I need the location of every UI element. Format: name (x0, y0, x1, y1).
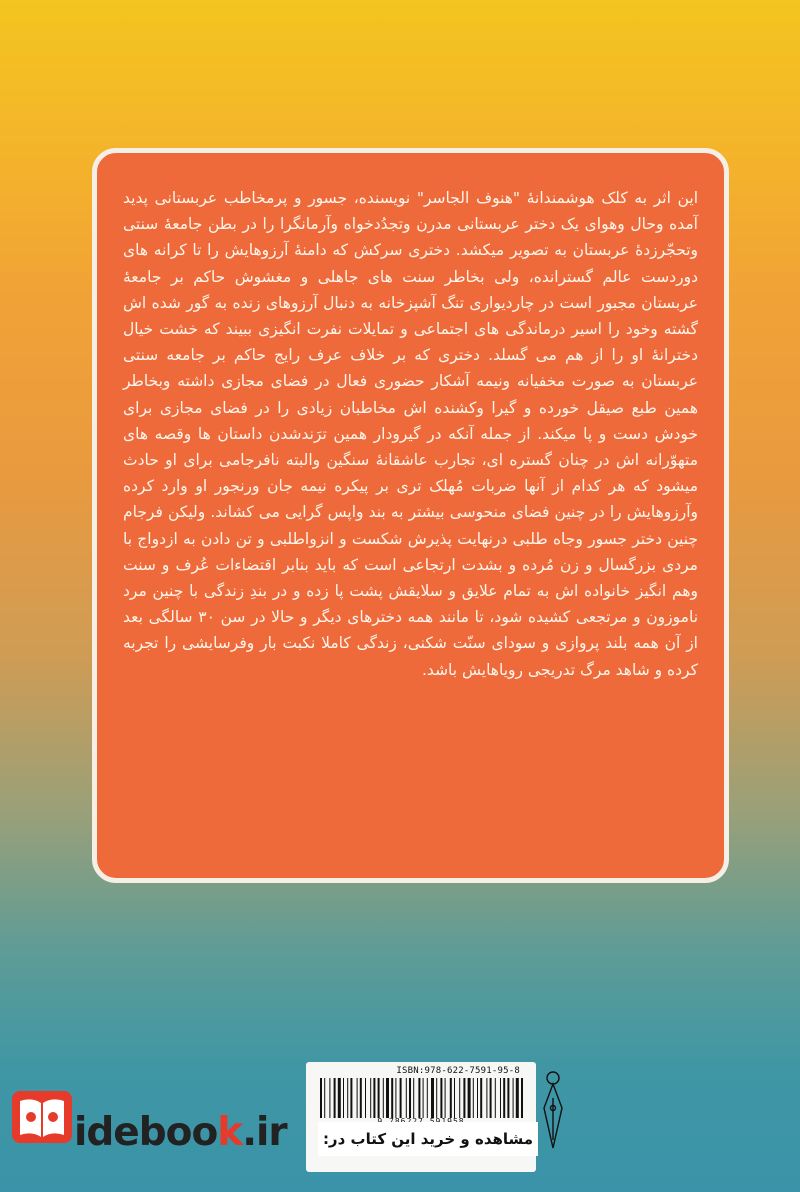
barcode-bar (495, 1078, 496, 1118)
barcode-bar (516, 1078, 519, 1118)
ideboook-logo-text (74, 1110, 287, 1155)
barcode-bar (334, 1078, 336, 1118)
barcode-bar (413, 1078, 414, 1118)
barcode-bar (418, 1078, 420, 1118)
barcode-bar (365, 1078, 366, 1118)
barcode-bar (383, 1078, 384, 1118)
barcode-bar (500, 1078, 501, 1118)
barcode-bar (338, 1078, 341, 1118)
barcode-bar (357, 1078, 358, 1118)
barcode-bar (480, 1078, 482, 1118)
barcode-bar (454, 1078, 455, 1118)
barcode-bar (440, 1078, 442, 1118)
barcode-bar (406, 1078, 407, 1118)
barcode-bar (436, 1078, 437, 1118)
book-blurb: این اثر به کلک هوشمندانهٔ "هنوف الجاسر" نویسنده، جسور و پرمخاطب عربستانی پدید آمده وحال وهوای یک دختر عربستانی مدرن وتجدُدخواه وآرمانگرا را در بطن جامعهٔ سنتی وتحجّرزدهٔ عربستان به تصویر میکشد. دختری سرکش که دامنهٔ آرزوهایش را تا کرانه های دوردست عالم گسترانده، ولی بخاطر سنت های جاهلی و مغشوش حاکم بر جامعهٔ عربستان مجبور است در چاردیواری تنگ آشپزخانه به دنبال آرزوهای زنده به گور شده اش گشته وخود را اسیر درماندگی های اجتماعی و تمایلات نفرت انگیزی ببیند که خشت خیال دخترانهٔ او را از هم می گسلد. دختری که بر خلاف عرف رایج حاکم بر جامعه سنتی عربستان به صورت مخفیانه ونیمه آشکار حضوری فعال در فضای مجازی داشته وبخاطر همین طبع صیقل خورده و گیرا وکشنده اش مخاطبان زیادی را در فضای مجازی برای خودش دست و پا میکند. از جمله آنکه در گیرودار همین ترَندشدن داستان ها وقصه های متهوّرانه اش در چنان گستره ای، تجارب عاشقانهٔ سنگین والبته نافرجامی برای او حادث میشود که هر کدام از آنها ضربات مُهلک تری بر پیکره نیمه جان ورنجور او وارد کرده وآرزوهایش را در چنین فضای منحوسی بیشتر به بند واپس گرایی می کشاند. ولیکن فرجام چنین دختر جسور وجاه طلبی درنهایت پذیرش شکست و انزواطلبی و تن دادن به ازدواج با مردی بزرگسال و زن مُرده و بشدت ارتجاعی است که باید بنابر اقتضاءات عُرف و سنت وهم انگیز خانواده اش به تمام علایق و سلایقش پشت پا زده و در بندِ زندگی با چنین مرد ناموزون و مرتجعی کشیده شود، تا مانند همه دخترهای دیگر و حالا در سن ۳۰ سالگی بعد از آن همه بلند پروازی و سودای سنّت شکنی، زندگی کاملا نکبت بار وفرسایشی را تجربه کرده و شاهد مرگ تدریجی رویاهایش باشد. (123, 189, 699, 679)
barcode-bar (320, 1078, 322, 1118)
barcode-bar (521, 1078, 523, 1118)
barcode-bar (360, 1078, 362, 1118)
logo-site-k: k (217, 1110, 243, 1155)
barcode-bar (409, 1078, 411, 1118)
logo-site-name: ideboo (74, 1110, 218, 1155)
barcode-bar (324, 1078, 325, 1118)
barcode-bar (468, 1078, 471, 1118)
open-book-icon (10, 1085, 74, 1149)
barcode-bar (459, 1078, 460, 1118)
barcode-bars (316, 1078, 526, 1118)
barcode-bar (400, 1078, 402, 1118)
pen-nib-icon (540, 1068, 566, 1158)
barcode-bar (450, 1078, 452, 1118)
barcode-bar (463, 1078, 465, 1118)
barcode-bar (395, 1078, 396, 1118)
barcode-bar (490, 1078, 492, 1118)
isbn-label: ISBN:978-622-7591-95-8 (396, 1066, 520, 1076)
logo-site-tld: .ir (242, 1110, 287, 1155)
barcode-bar (378, 1078, 380, 1118)
barcode-bar (423, 1078, 424, 1118)
barcode-bar (373, 1078, 375, 1118)
barcode-bar (350, 1078, 352, 1118)
barcode-bar (473, 1078, 474, 1118)
barcode-bar (386, 1078, 389, 1118)
barcode-bar (507, 1078, 509, 1118)
blurb-panel (92, 148, 729, 883)
barcode-bar (477, 1078, 478, 1118)
barcode-bar (343, 1078, 344, 1118)
barcode-bar (513, 1078, 514, 1118)
barcode-bar (391, 1078, 393, 1118)
barcode-bar (445, 1078, 446, 1118)
barcode-bar (431, 1078, 434, 1118)
watermark-caption: مشاهده و خرید این کتاب در: (318, 1122, 538, 1156)
barcode-bar (503, 1078, 505, 1118)
barcode-bar (370, 1078, 371, 1118)
barcode-bar (427, 1078, 428, 1118)
barcode-bar (486, 1078, 487, 1118)
barcode-bar (329, 1078, 330, 1118)
barcode-bar (347, 1078, 348, 1118)
